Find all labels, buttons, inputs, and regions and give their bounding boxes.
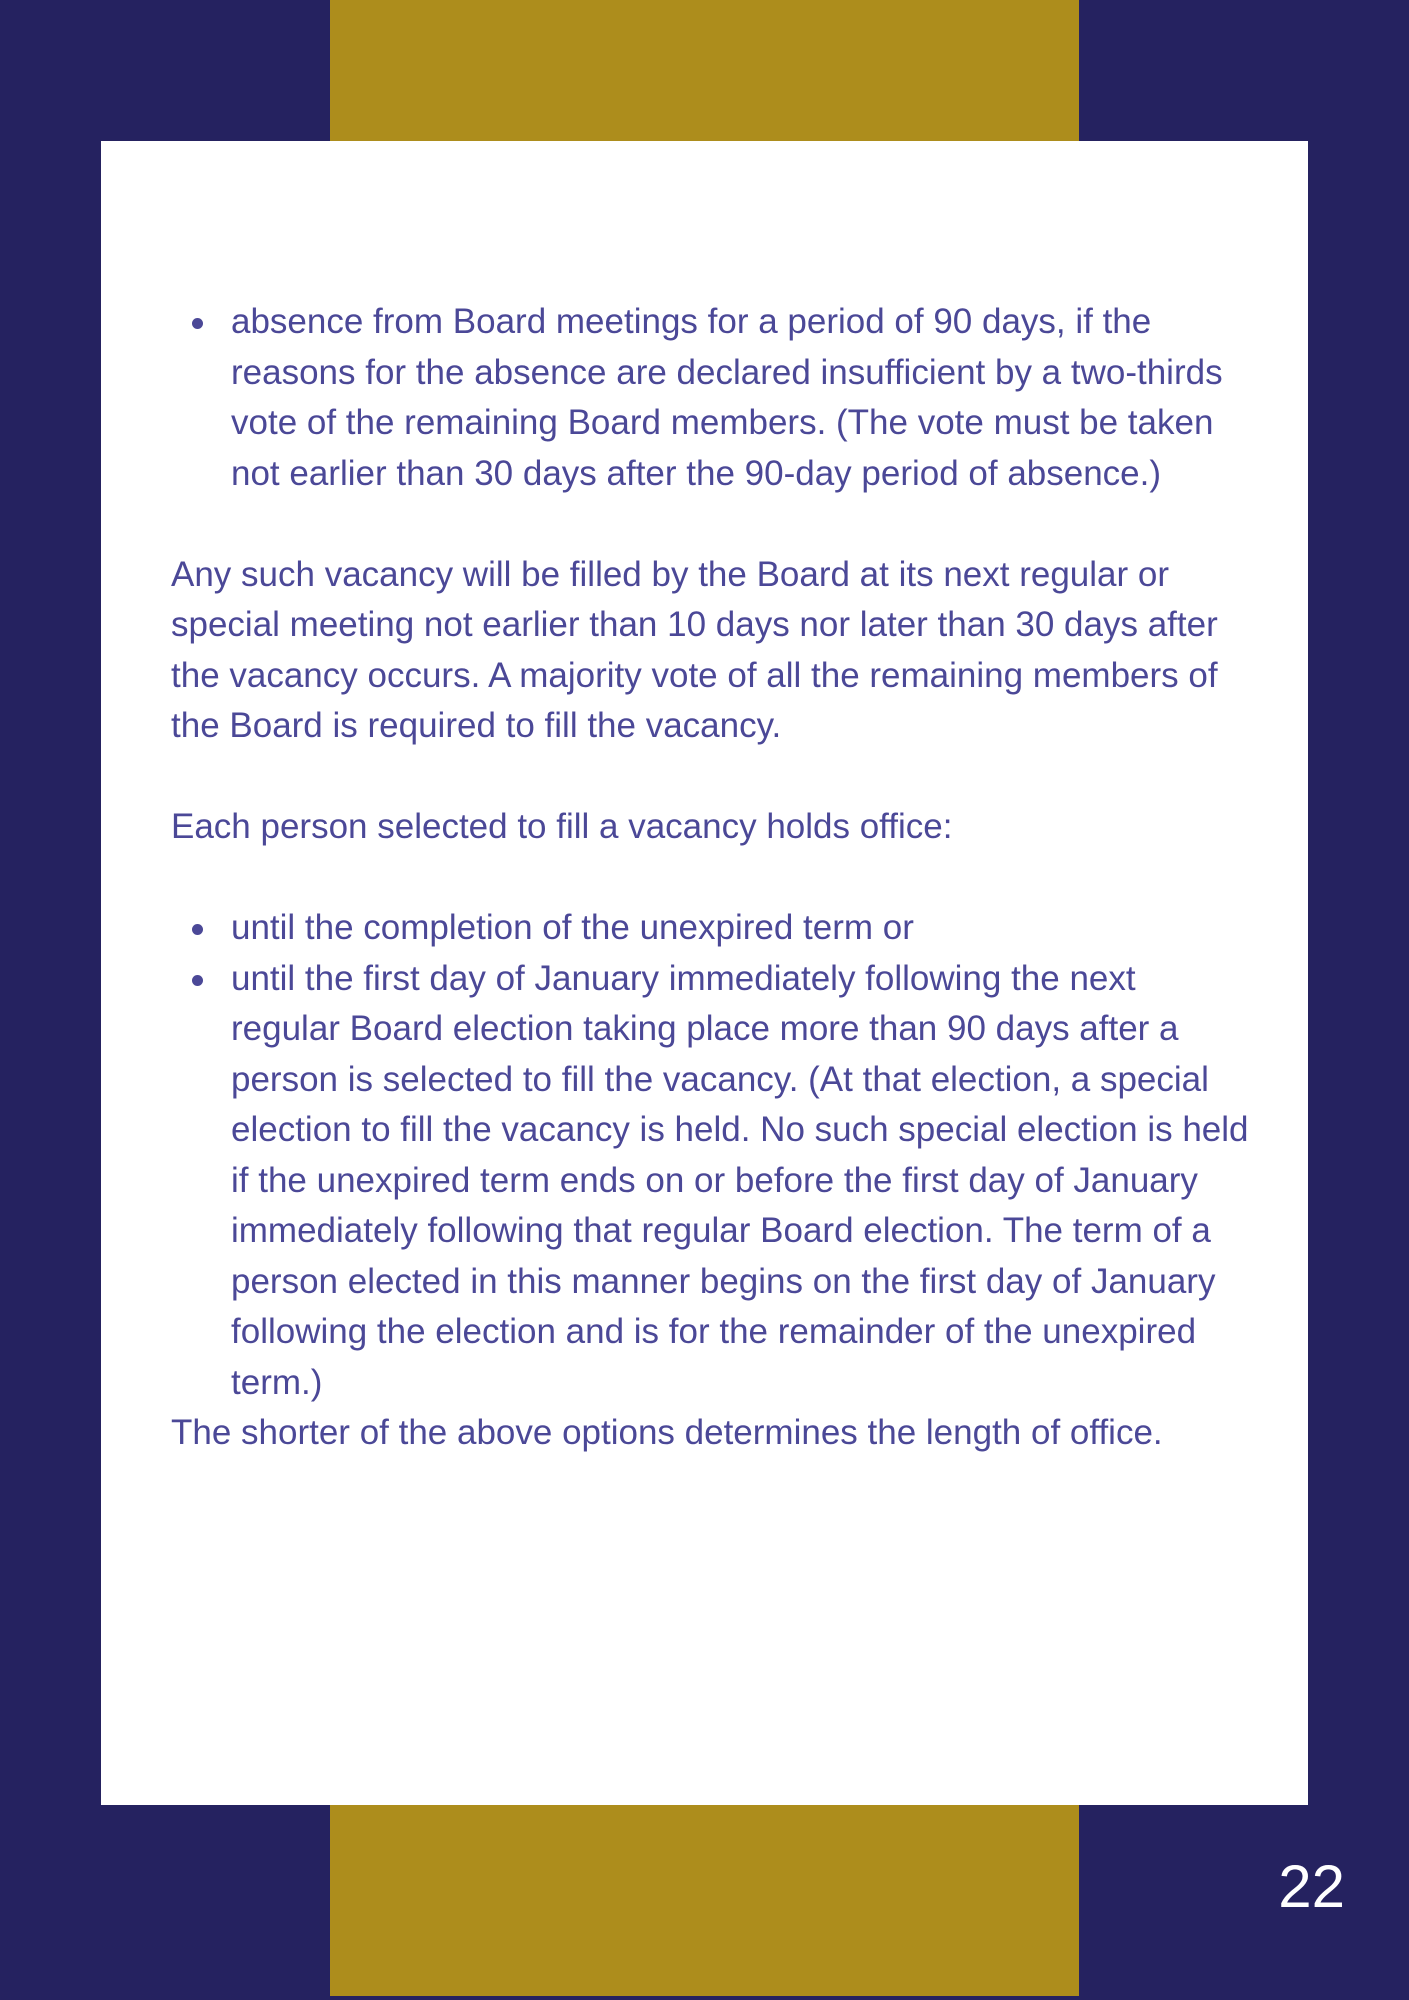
top-gold-bar [330, 0, 1079, 141]
spacer [171, 499, 1251, 550]
list-item: until the completion of the unexpired term or [231, 903, 1251, 954]
term-intro-paragraph: Each person selected to fill a vacancy holds office: [171, 807, 953, 846]
conclusion-paragraph: The shorter of the above options determines the length of office. [171, 1413, 1163, 1452]
spacer [171, 752, 1251, 803]
list-item: absence from Board meetings for a period of 90 days, if the reasons for the absence are declared insufficient by a two-thirds vote of the remaining Board members. (The vote must be taken not earlier than 30 days after the 90-day period of absence.) [231, 297, 1251, 499]
absence-bullet-list [171, 297, 1251, 499]
document-body [171, 297, 1251, 1459]
bottom-gold-bar [330, 1805, 1079, 1996]
spacer [171, 853, 1251, 904]
page-number: 22 [1278, 1853, 1345, 1920]
vacancy-filling-paragraph: Any such vacancy will be filled by the Board at its next regular or special meeting not earlier than 10 days nor later than 30 days after the vacancy occurs. A majority vote of all the remaining members of the Board is required to fill the vacancy. [171, 554, 1218, 745]
content-card [101, 141, 1308, 1805]
term-options-list [171, 903, 1251, 1408]
list-item: until the first day of January immediately following the next regular Board election taking place more than 90 days after a person is selected to fill the vacancy. (At that election, a special election to fill the vacancy is held. No such special election is held if the unexpired term ends on or before the first day of January immediately following that regular Board election. The term of a person elected in this manner begins on the first day of January following the election and is for the remainder of the unexpired term.) [231, 954, 1251, 1409]
